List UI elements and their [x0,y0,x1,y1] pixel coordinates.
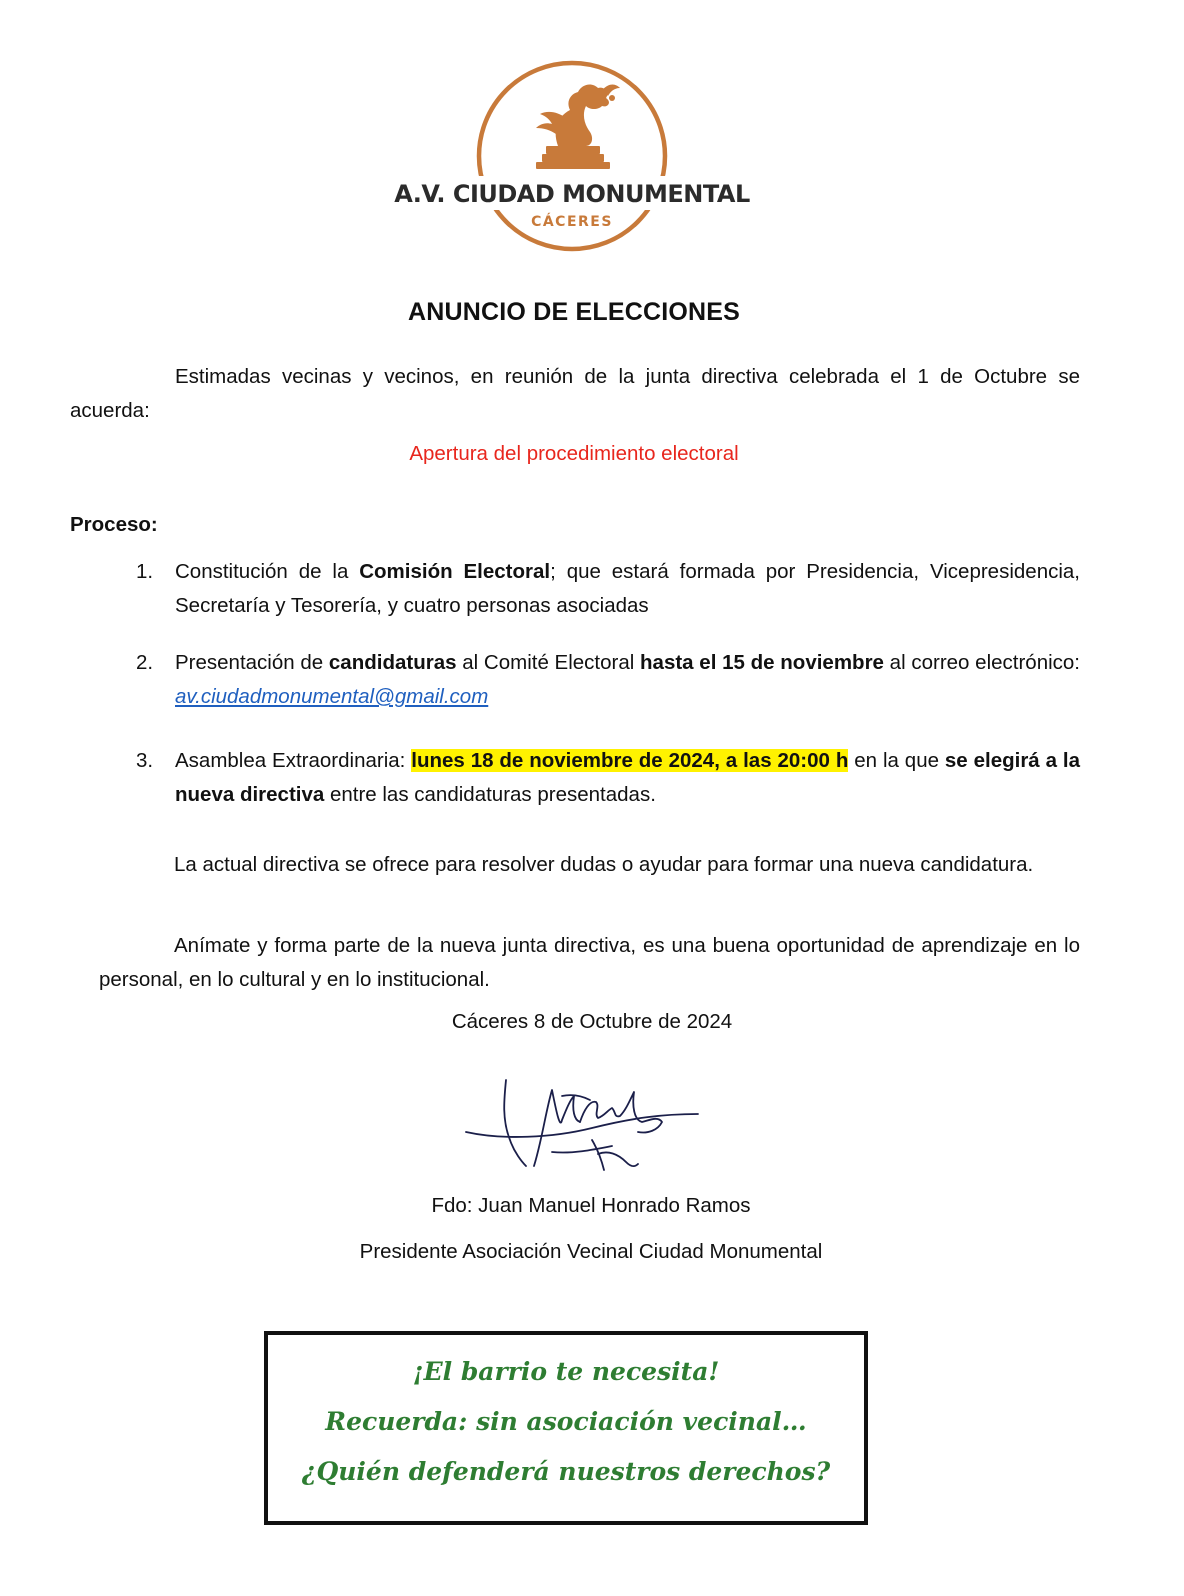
signature-image [462,1070,708,1180]
association-logo [394,58,750,254]
call-to-action-box [264,1331,868,1525]
list-number: 1. [136,560,154,583]
page-title: ANUNCIO DE ELECCIONES [407,298,740,326]
encouragement-paragraph: Anímate y forma parte de la nueva junta directiva, es una buena oportunidad de aprendizaje en lo personal, en lo cultural y en lo institucional. [99,934,1080,991]
document-date: Cáceres 8 de Octubre de 2024 [451,1010,733,1033]
intro-paragraph: Estimadas vecinas y vecinos, en reunión de la junta directiva celebrada el 1 de Octubre se acuerda: [70,365,1080,422]
assembly-date-highlight: lunes 18 de noviembre de 2024, a las 20:00 h [411,749,849,772]
procedure-heading: Apertura del procedimiento electoral [409,442,739,465]
list-item [136,646,1080,714]
process-label: Proceso: [70,513,158,536]
signer-role: Presidente Asociación Vecinal Ciudad Monumental [359,1240,823,1263]
svg-text:A.V. CIUDAD MONUMENTAL: A.V. CIUDAD MONUMENTAL [394,180,750,208]
cta-line-2: Recuerda: sin asociación vecinal… [325,1407,807,1436]
support-paragraph: La actual directiva se ofrece para resolver dudas o ayudar para formar una nueva candidatura. [174,853,1034,876]
list-number: 2. [136,651,154,674]
email-link[interactable]: av.ciudadmonumental@gmail.com [175,685,489,708]
list-item-text: Presentación de candidaturas al Comité Electoral hasta el 15 de noviembre al correo electrónico: av.ciudadmonumental@gmail.com [175,651,1080,708]
list-item [136,555,1080,623]
list-item-text: Constitución de la Comisión Electoral; que estará formada por Presidencia, Vicepresidencia, Secretaría y Tesorería, y cuatro personas asociadas [175,560,1080,617]
list-item [136,744,1080,812]
svg-text:CÁCERES: CÁCERES [531,214,613,230]
list-number: 3. [136,749,154,772]
logo-emblem-icon [394,58,750,254]
signer-name: Fdo: Juan Manuel Honrado Ramos [431,1194,751,1217]
cta-line-1: ¡El barrio te necesita! [412,1357,720,1386]
cta-line-3: ¿Quién defenderá nuestros derechos? [301,1457,831,1486]
list-item-text: Asamblea Extraordinaria: lunes 18 de noviembre de 2024, a las 20:00 h en la que se elegirá a la nueva directiva entre las candidaturas presentadas. [175,749,1080,806]
